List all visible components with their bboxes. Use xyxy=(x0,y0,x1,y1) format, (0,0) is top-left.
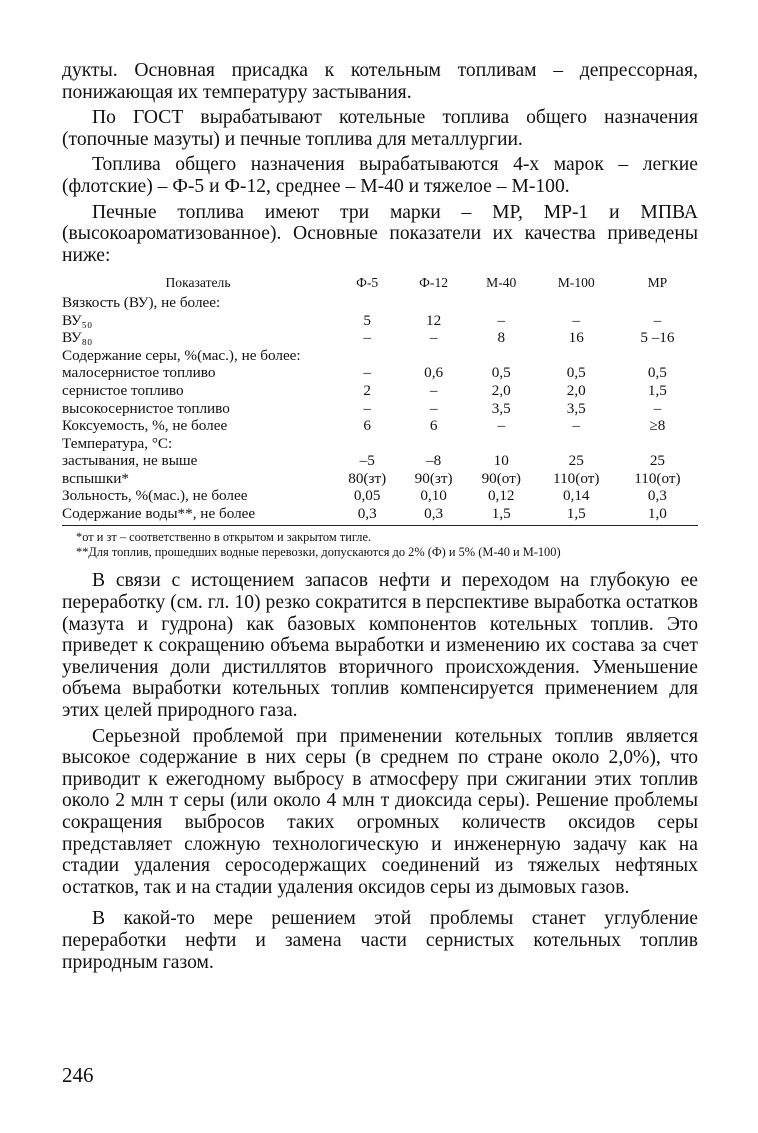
cell: 6 xyxy=(363,417,371,435)
table-row xyxy=(62,329,698,347)
cell: 5 –16 xyxy=(640,329,675,347)
cell: 110(от) xyxy=(553,469,600,487)
cell: 2,0 xyxy=(566,381,586,399)
table-row xyxy=(62,452,698,470)
table-row xyxy=(62,347,698,365)
row-label: ВУ₈₀ xyxy=(62,329,93,347)
table-footnotes xyxy=(62,530,698,561)
table-row xyxy=(62,364,698,382)
cell: 6 xyxy=(429,417,438,435)
cell: – xyxy=(429,329,438,347)
table-header-row xyxy=(62,274,698,294)
paragraph-intro-3: Топлива общего назначения вырабатываются 4-х марок – легкие (флотские) – Ф-5 и Ф-12, среднее – М-40 и тяжелое – М-100. xyxy=(62,154,698,197)
cell: 80(зт) xyxy=(348,469,387,487)
cell: 1,5 xyxy=(467,505,536,525)
paragraph-intro-4: Печные топлива имеют три марки – МР, МР-1 и МПВА (высокоароматизованное). Основные показатели их качества приведены ниже: xyxy=(62,201,698,266)
row-label: Содержание воды**, не более xyxy=(62,505,334,525)
cell: – xyxy=(429,381,438,399)
row-label: Коксуемость, %, не более xyxy=(62,417,228,435)
cell xyxy=(400,347,466,365)
cell: 0,12 xyxy=(487,487,515,505)
cell: 3,5 xyxy=(566,399,586,417)
cell: 16 xyxy=(568,329,584,347)
paragraph-body-3: В какой-то мере решением этой проблемы станет углубление переработки нефти и замена части сернистых котельных топлив природным газом. xyxy=(62,908,698,973)
table-row xyxy=(62,487,698,505)
cell: – xyxy=(653,399,662,417)
cell xyxy=(467,294,536,312)
fuel-properties-table xyxy=(62,274,698,525)
cell: 3,5 xyxy=(491,399,511,417)
cell: – xyxy=(363,399,371,417)
cell: 12 xyxy=(426,311,442,329)
table-row xyxy=(62,417,698,435)
cell xyxy=(536,347,617,365)
cell xyxy=(467,347,536,365)
cell: 0,05 xyxy=(353,487,381,505)
cell: 0,3 xyxy=(647,487,667,505)
cell: 90(зт) xyxy=(414,469,453,487)
cell: – xyxy=(363,364,371,382)
cell xyxy=(617,435,698,453)
row-label: Зольность, %(мас.), не более xyxy=(62,487,248,505)
table-header-label: Показатель xyxy=(165,275,231,291)
page-number: 246 xyxy=(62,1063,94,1087)
cell: – xyxy=(572,417,581,435)
cell: 0,5 xyxy=(647,364,667,382)
cell xyxy=(467,435,536,453)
row-label: ВУ₅₀ xyxy=(62,311,93,329)
cell: – xyxy=(429,399,438,417)
table-row xyxy=(62,505,698,525)
page-content xyxy=(62,60,698,973)
cell: – xyxy=(572,311,581,329)
cell: 110(от) xyxy=(634,469,681,487)
column-header-m100: М-100 xyxy=(557,275,595,291)
cell xyxy=(536,435,617,453)
row-label: высокосернистое топливо xyxy=(62,399,230,417)
cell xyxy=(400,294,466,312)
table-row xyxy=(62,382,698,400)
row-label: Температура, °С: xyxy=(62,434,173,452)
cell: 0,14 xyxy=(562,487,590,505)
table-row xyxy=(62,400,698,418)
cell: 90(от) xyxy=(481,469,521,487)
cell: 25 xyxy=(568,452,584,470)
table-row xyxy=(62,294,698,312)
cell: 0,3 xyxy=(400,505,466,525)
row-label: вспышки* xyxy=(62,469,129,487)
row-label: малосернистое топливо xyxy=(62,364,216,382)
cell: 8 xyxy=(497,329,506,347)
cell: ≥8 xyxy=(649,417,666,435)
paragraph-body-1: В связи с истощением запасов нефти и переходом на глубокую ее переработку (см. гл. 10) резко сократится в перспективе выработка остатков (мазута и гудрона) как базовых компонентов котельных топлив. Это приведет к сокращению объема выработки и изменению их состава за счет увеличения доли дистиллятов вторичного происхождения. Уменьшение объема выработки котельных топлив компенсируется применением для этих целей природного газа. xyxy=(62,570,698,722)
cell: 0,3 xyxy=(334,505,400,525)
row-label: Вязкость (ВУ), не более: xyxy=(62,293,221,311)
cell: 0,10 xyxy=(420,487,447,505)
cell: –5 xyxy=(359,452,375,470)
row-label: Содержание серы, %(мас.), не более: xyxy=(62,346,301,364)
cell: 0,5 xyxy=(566,364,586,382)
row-label: застывания, не выше xyxy=(62,452,198,470)
table-row xyxy=(62,435,698,453)
cell: – xyxy=(653,311,662,329)
paragraph-body-2: Серьезной проблемой при применении котельных топлив является высокое содержание в них серы (в среднем по стране около 2,0%), что приводит к ежегодному выбросу в атмосферу при сжигании этих топлив около 2 млн т серы (или около 4 млн т диоксида серы). Решение проблемы сокращения выбросов таких огромных количеств оксидов серы представляет сложную технологическую и инженерную задачу как на стадии удаления серосодержащих соединений из тяжелых нефтяных остатков, так и на стадии удаления оксидов серы из дымовых газов. xyxy=(62,725,698,898)
cell xyxy=(617,347,698,365)
paragraph-intro-2: По ГОСТ вырабатывают котельные топлива общего назначения (топочные мазуты) и печные топлива для металлургии. xyxy=(62,107,698,150)
cell xyxy=(334,347,400,365)
footnote-1: *от и зт – соответственно в открытом и закрытом тигле. xyxy=(76,529,372,544)
cell xyxy=(536,294,617,312)
cell: 10 xyxy=(493,452,509,470)
cell: –8 xyxy=(426,452,442,470)
paragraph-intro-1: дукты. Основная присадка к котельным топливам – депрессорная, понижающая их температуру застывания. xyxy=(62,60,698,103)
cell: 25 xyxy=(649,452,665,470)
cell: 1,5 xyxy=(536,505,617,525)
cell xyxy=(617,294,698,312)
cell: 2,0 xyxy=(491,381,511,399)
column-header-mr: МР xyxy=(647,275,668,291)
cell xyxy=(334,435,400,453)
table-row xyxy=(62,312,698,330)
column-header-f5: Ф-5 xyxy=(356,275,379,291)
cell: – xyxy=(363,329,371,347)
cell: – xyxy=(497,311,506,329)
cell: 0,6 xyxy=(424,364,444,382)
column-header-m40: М-40 xyxy=(486,275,517,291)
cell xyxy=(400,435,466,453)
table-row xyxy=(62,470,698,488)
cell xyxy=(334,294,400,312)
cell: 1,5 xyxy=(647,381,667,399)
footnote-2: **Для топлив, прошедших водные перевозки, допускаются до 2% (Ф) и 5% (М-40 и М-100) xyxy=(76,545,561,560)
cell: – xyxy=(497,417,506,435)
column-header-f12: Ф-12 xyxy=(419,275,449,291)
cell: 1,0 xyxy=(617,505,698,525)
cell: 0,5 xyxy=(491,364,511,382)
cell: 5 xyxy=(363,311,371,329)
row-label: сернистое топливо xyxy=(62,381,184,399)
cell: 2 xyxy=(363,381,371,399)
